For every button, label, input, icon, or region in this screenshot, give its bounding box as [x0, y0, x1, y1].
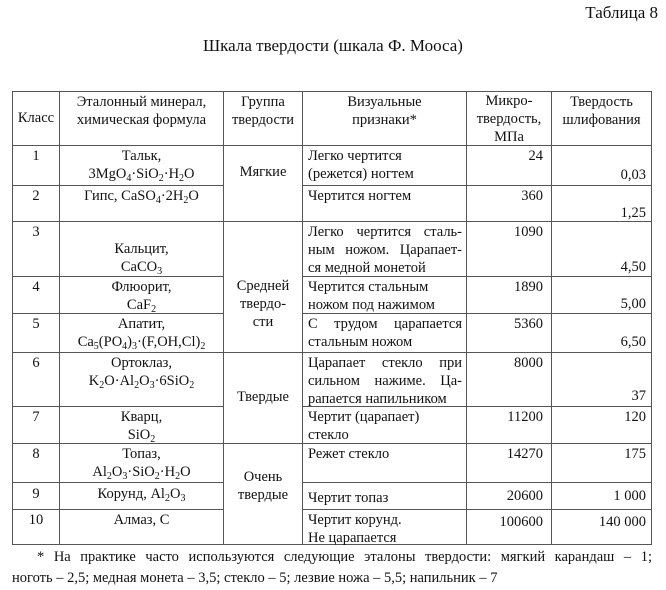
row-1-visual — [308, 147, 462, 183]
header-group-line: Группа — [241, 94, 285, 110]
row-7-visual — [308, 408, 462, 444]
row-divider — [302, 509, 652, 510]
visual-line: Царапает стекло при — [308, 355, 462, 371]
header-group-line: твердости — [231, 112, 295, 128]
visual-line: стальным ножом — [308, 334, 413, 350]
row-6-micro: 8000 — [514, 355, 543, 371]
row-6-class: 6 — [32, 355, 40, 371]
group-soft: Мягкие — [239, 164, 287, 180]
header-grind-line: шлифования — [562, 112, 641, 128]
mineral-name: Кварц, — [120, 409, 163, 425]
row-divider — [12, 352, 652, 353]
header-micro-line: МПа — [494, 129, 524, 145]
row-7-micro: 11200 — [507, 409, 543, 425]
row-9-mineral: Корунд, $Al_2O_3$ — [97, 486, 186, 504]
mineral-name: Апатит, — [117, 316, 166, 332]
row-2-visual: Чертится ногтем — [308, 188, 412, 204]
row-6-mineral — [60, 354, 223, 390]
visual-line: Легко чертится сталь- — [308, 224, 462, 240]
group-medium — [224, 277, 302, 331]
row-7-grind: 120 — [624, 409, 646, 425]
header-mineral — [60, 93, 223, 129]
row-10-grind: 140 000 — [598, 514, 646, 530]
row-6-grind: 37 — [631, 388, 646, 404]
group-very-hard-line: Очень — [243, 469, 283, 485]
visual-line: стекло — [308, 427, 349, 443]
row-divider — [302, 185, 652, 186]
row-5-class: 5 — [32, 316, 40, 332]
header-visual — [303, 93, 466, 129]
row-3-grind: 4,50 — [620, 259, 646, 275]
group-hard: Твердые — [237, 389, 289, 405]
row-divider — [12, 406, 223, 407]
visual-line: Чертит (царапает) — [308, 409, 420, 425]
row-2-class: 2 — [32, 188, 40, 204]
row-8-visual: Режет стекло — [308, 446, 390, 462]
table-border-right — [651, 91, 652, 545]
row-1-mineral — [60, 147, 223, 183]
header-mineral-line: Эталонный минерал, — [76, 94, 207, 110]
row-3-micro: 1090 — [514, 224, 543, 240]
header-micro-line: Микро- — [485, 93, 533, 109]
visual-line: ножом под нажимом — [308, 297, 435, 313]
group-medium-line: сти — [252, 314, 274, 330]
mineral-name: Тальк, — [121, 148, 162, 164]
header-micro-line: твердость, — [476, 111, 542, 127]
mineral-name: Топаз, — [122, 446, 161, 462]
header-grind-line: Твердость — [570, 94, 633, 110]
row-10-micro: 100600 — [499, 514, 543, 530]
table-border-top — [12, 91, 652, 92]
row-8-mineral — [60, 445, 223, 481]
row-5-micro: 5360 — [514, 316, 543, 332]
row-2-micro: 360 — [521, 188, 543, 204]
group-medium-line: Средней — [236, 278, 290, 294]
visual-line: Не царапается — [308, 530, 397, 546]
header-micro — [467, 92, 551, 146]
hardness-table — [12, 91, 652, 545]
header-class: Класс — [17, 110, 55, 126]
header-visual-line: признаки* — [352, 112, 417, 128]
visual-line: ным ножом. Царапает- — [308, 242, 462, 258]
group-very-hard-line: твердые — [237, 487, 289, 503]
row-1-micro: 24 — [528, 148, 543, 164]
row-7-class: 7 — [32, 409, 40, 425]
row-divider — [12, 185, 223, 186]
header-grind — [552, 93, 651, 129]
row-3-class: 3 — [32, 224, 40, 240]
header-group — [224, 93, 302, 129]
row-10-class: 10 — [28, 512, 44, 528]
row-3-visual — [308, 223, 462, 277]
mineral-formula: $Ca_5(PO_4)_3\cdot(F,OH,Cl)_2$ — [77, 334, 206, 352]
row-2-grind: 1,25 — [620, 205, 646, 221]
row-8-micro: 14270 — [506, 446, 543, 462]
visual-line: С трудом царапается — [308, 316, 462, 332]
mineral-formula: $Al_2O_3\cdot SiO_2\cdot H_2O$ — [92, 464, 191, 482]
row-9-micro: 20600 — [506, 488, 543, 504]
mineral-formula: CaF$_2$ — [126, 297, 157, 315]
row-5-mineral — [60, 315, 223, 351]
visual-line: ся медной монетой — [308, 260, 426, 276]
table-number: Таблица 8 — [585, 3, 658, 22]
row-5-grind: 6,50 — [620, 334, 646, 350]
row-divider — [12, 276, 223, 277]
visual-line: Чертит корунд. — [308, 512, 402, 528]
row-1-grind: 0,03 — [620, 167, 646, 183]
header-divider — [12, 145, 652, 146]
mineral-formula: SiO$_2$ — [127, 427, 156, 445]
mineral-name: Ортоклаз, — [111, 355, 172, 371]
row-1-class: 1 — [32, 148, 40, 164]
row-4-micro: 1890 — [514, 279, 543, 295]
row-6-visual — [308, 354, 462, 408]
group-medium-line: твердо- — [239, 296, 287, 312]
visual-line: (режется) ногтем — [308, 166, 414, 182]
visual-line: Чертится стальным — [308, 279, 429, 295]
row-2-mineral: Гипс, $CaSO_4\cdot 2H_2O$ — [84, 188, 199, 206]
row-5-visual — [308, 315, 462, 351]
footnote-line: ноготь – 2,5; медная монета – 3,5; стекло – 5; лезвие ножа – 5,5; напильник – 7 — [12, 570, 498, 586]
row-3-mineral — [60, 240, 223, 276]
mineral-formula: $3MgO_4\cdot SiO_2\cdot H_2O$ — [88, 166, 195, 184]
row-7-mineral — [60, 408, 223, 444]
mineral-formula: CaCO$_3$ — [120, 259, 163, 277]
col-divider — [302, 91, 303, 545]
mineral-formula: $K_2O\cdot Al_2O_3\cdot 6SiO_2$ — [88, 373, 195, 391]
mineral-name: Флюорит, — [111, 279, 172, 295]
row-9-grind: 1 000 — [613, 488, 646, 504]
mineral-name: Кальцит, — [114, 241, 169, 257]
row-10-visual — [308, 511, 462, 547]
col-divider — [551, 91, 552, 545]
footnote-line: * На практике часто используются следующие эталоны твердости: мягкий карандаш – 1; — [37, 549, 652, 565]
header-mineral-line: химическая формула — [76, 112, 207, 128]
row-9-visual: Чертит топаз — [308, 490, 389, 506]
row-4-class: 4 — [32, 279, 40, 295]
footnote — [12, 547, 652, 589]
visual-line: Легко чертится — [308, 148, 402, 164]
row-4-mineral — [60, 278, 223, 314]
row-divider — [302, 482, 652, 483]
row-4-visual — [308, 278, 462, 314]
visual-line: рапается напильником — [308, 391, 447, 407]
page-title: Шкала твердости (шкала Ф. Мооса) — [203, 36, 463, 55]
row-4-grind: 5,00 — [620, 296, 646, 312]
header-visual-line: Визуальные — [347, 94, 422, 110]
row-9-class: 9 — [32, 486, 40, 502]
group-very-hard — [224, 468, 302, 504]
row-10-mineral: Алмаз, C — [113, 512, 170, 528]
row-divider — [12, 482, 223, 483]
row-8-class: 8 — [32, 446, 40, 462]
visual-line: сильном нажиме. Ца- — [308, 373, 462, 389]
row-8-grind: 175 — [624, 446, 646, 462]
row-divider — [12, 509, 223, 510]
